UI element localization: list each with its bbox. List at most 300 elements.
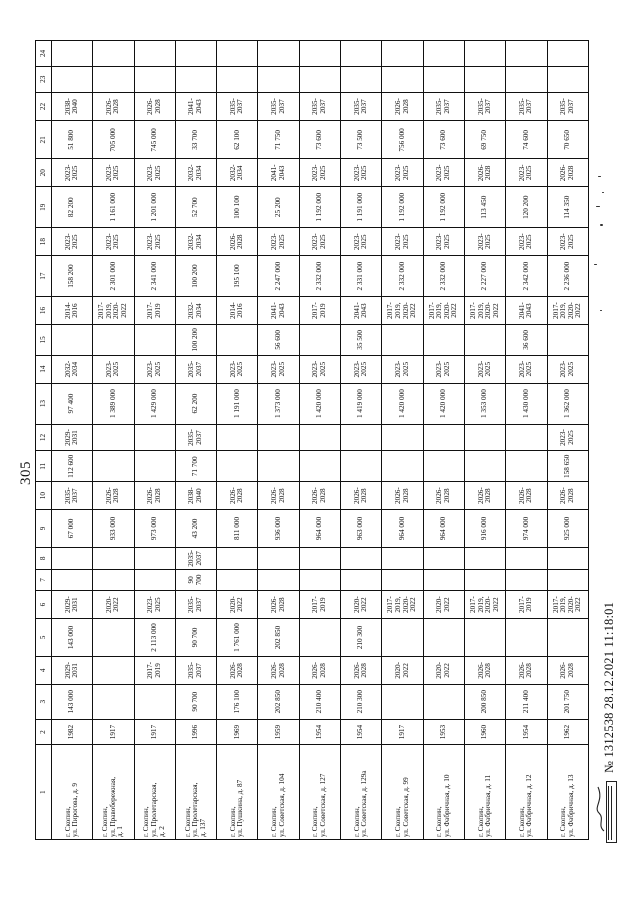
table-cell: 43 200 bbox=[175, 509, 216, 547]
column-number-13: 13 bbox=[36, 383, 52, 424]
table-cell: 2035- 2037 bbox=[506, 92, 547, 121]
table-cell: 2026- 2028 bbox=[423, 482, 464, 510]
table-cell: 2026- 2028 bbox=[547, 482, 588, 510]
table-row bbox=[93, 41, 134, 840]
table-cell bbox=[341, 548, 382, 570]
table-cell: 2026- 2028 bbox=[464, 159, 505, 187]
table-cell: 100 100 bbox=[217, 187, 258, 228]
table-cell: 2 301 000 bbox=[93, 256, 134, 297]
table-cell: 2023- 2025 bbox=[134, 159, 175, 187]
table-cell bbox=[134, 548, 175, 570]
registration-stamp: № 1312538 28.12.2021 11:18:01 bbox=[602, 601, 616, 773]
table-cell: 2017- 2019, 2020- 2022 bbox=[423, 297, 464, 325]
table-cell: 1917 bbox=[134, 719, 175, 745]
table-cell: 70 650 bbox=[547, 121, 588, 159]
column-number-3: 3 bbox=[36, 684, 52, 719]
table-cell bbox=[547, 548, 588, 570]
table-cell bbox=[382, 66, 423, 92]
table-cell: 756 000 bbox=[382, 121, 423, 159]
table-cell bbox=[93, 684, 134, 719]
table-cell bbox=[93, 618, 134, 656]
table-cell: 2035- 2037 bbox=[175, 424, 216, 451]
table-cell: 1 362 000 bbox=[547, 383, 588, 424]
table-cell bbox=[506, 424, 547, 451]
table-cell bbox=[341, 451, 382, 482]
table-cell: 2023- 2025 bbox=[382, 355, 423, 383]
table-cell: 2035- 2037 bbox=[175, 548, 216, 570]
table-row bbox=[299, 41, 340, 840]
table-cell: 1 389 000 bbox=[93, 383, 134, 424]
table-cell: 2020- 2022 bbox=[382, 657, 423, 685]
address-cell: г. Скопин, ул. Пушкина, д. 87 bbox=[217, 745, 258, 840]
table-cell bbox=[423, 684, 464, 719]
table-cell: 2032- 2034 bbox=[217, 159, 258, 187]
table-cell bbox=[341, 424, 382, 451]
table-cell: 73 600 bbox=[299, 121, 340, 159]
table-cell: 2029- 2031 bbox=[52, 591, 93, 619]
table-cell: 2023- 2025 bbox=[506, 159, 547, 187]
table-cell: 2023- 2025 bbox=[506, 355, 547, 383]
scan-artifact bbox=[600, 224, 603, 226]
table-cell: 143 000 bbox=[52, 618, 93, 656]
table-cell: 2023- 2025 bbox=[299, 228, 340, 256]
table-cell: 73 600 bbox=[423, 121, 464, 159]
table-cell: 74 600 bbox=[506, 121, 547, 159]
table-cell bbox=[93, 41, 134, 67]
table-cell bbox=[341, 569, 382, 591]
table-cell: 2035- 2037 bbox=[52, 482, 93, 510]
column-number-20: 20 bbox=[36, 159, 52, 187]
table-cell: 1917 bbox=[382, 719, 423, 745]
table-cell: 2017- 2019, 2020- 2022 bbox=[547, 297, 588, 325]
column-number-7: 7 bbox=[36, 569, 52, 591]
table-cell: 211 400 bbox=[506, 684, 547, 719]
table-cell: 1996 bbox=[175, 719, 216, 745]
table-cell: 916 000 bbox=[464, 509, 505, 547]
table-cell bbox=[52, 548, 93, 570]
table-cell: 1 419 000 bbox=[341, 383, 382, 424]
table-cell bbox=[506, 66, 547, 92]
table-cell: 2026- 2028 bbox=[134, 92, 175, 121]
table-cell bbox=[52, 569, 93, 591]
table-cell: 2 332 000 bbox=[382, 256, 423, 297]
table-cell: 56 600 bbox=[258, 324, 299, 355]
table-cell: 2023- 2025 bbox=[547, 355, 588, 383]
table-cell bbox=[217, 324, 258, 355]
table-body bbox=[52, 41, 589, 840]
table-cell: 2026- 2028 bbox=[134, 482, 175, 510]
table-cell: 143 000 bbox=[52, 684, 93, 719]
table-cell: 2023- 2025 bbox=[93, 228, 134, 256]
table-cell: 1 761 000 bbox=[217, 618, 258, 656]
column-number-1: 1 bbox=[36, 745, 52, 840]
table-cell: 2014- 2016 bbox=[217, 297, 258, 325]
table-cell: 2017- 2019 bbox=[299, 297, 340, 325]
table-cell: 973 000 bbox=[134, 509, 175, 547]
address-cell: г. Скопин, ул. Фабричная, д. 13 bbox=[547, 745, 588, 840]
address-cell: г. Скопин, ул. Советская, д. 104 bbox=[258, 745, 299, 840]
table-cell bbox=[506, 41, 547, 67]
table-cell: 2029- 2031 bbox=[52, 424, 93, 451]
table-cell: 90 700 bbox=[175, 618, 216, 656]
column-number-12: 12 bbox=[36, 424, 52, 451]
table-cell: 745 000 bbox=[134, 121, 175, 159]
table-cell: 2017- 2019, 2020- 2022 bbox=[464, 297, 505, 325]
column-number-18: 18 bbox=[36, 228, 52, 256]
table-cell: 2026- 2028 bbox=[217, 657, 258, 685]
table-cell: 2020- 2022 bbox=[423, 591, 464, 619]
table-cell: 2 342 000 bbox=[506, 256, 547, 297]
column-number-21: 21 bbox=[36, 121, 52, 159]
table-cell: 2035- 2037 bbox=[258, 92, 299, 121]
column-number-2: 2 bbox=[36, 719, 52, 745]
address-cell: г. Скопин, ул. Фабричная, д. 10 bbox=[423, 745, 464, 840]
table-cell: 2017- 2019, 2020- 2022 bbox=[382, 591, 423, 619]
table-cell: 2029- 2031 bbox=[52, 657, 93, 685]
table-cell: 1 420 000 bbox=[423, 383, 464, 424]
table-cell: 2035- 2037 bbox=[175, 591, 216, 619]
address-cell: г. Скопин, ул. Правобережная, д. 1 bbox=[93, 745, 134, 840]
table-cell bbox=[464, 66, 505, 92]
table-cell: 2023- 2025 bbox=[547, 228, 588, 256]
table-cell: 2035- 2037 bbox=[299, 92, 340, 121]
table-cell: 67 000 bbox=[52, 509, 93, 547]
table-cell: 2023- 2025 bbox=[258, 228, 299, 256]
table-cell bbox=[341, 66, 382, 92]
table-row bbox=[506, 41, 547, 840]
table-cell: 82 200 bbox=[52, 187, 93, 228]
table-cell: 964 000 bbox=[299, 509, 340, 547]
table-cell: 974 000 bbox=[506, 509, 547, 547]
table-cell bbox=[175, 41, 216, 67]
page-number: 305 bbox=[18, 461, 34, 485]
table-cell bbox=[506, 569, 547, 591]
table-cell bbox=[423, 324, 464, 355]
table-cell bbox=[217, 66, 258, 92]
table-row bbox=[217, 41, 258, 840]
table-cell: 1 191 000 bbox=[217, 383, 258, 424]
table-cell: 176 100 bbox=[217, 684, 258, 719]
column-number-17: 17 bbox=[36, 256, 52, 297]
table-cell: 62 100 bbox=[217, 121, 258, 159]
table-cell: 2017- 2019, 2020- 2022 bbox=[547, 591, 588, 619]
table-row bbox=[547, 41, 588, 840]
table-cell: 2041- 2043 bbox=[175, 92, 216, 121]
table-cell: 1 161 000 bbox=[93, 187, 134, 228]
table-cell: 2035- 2037 bbox=[341, 92, 382, 121]
table-cell: 2020- 2022 bbox=[423, 657, 464, 685]
table-cell: 2023- 2025 bbox=[217, 355, 258, 383]
table-cell bbox=[258, 548, 299, 570]
table-cell: 1 429 000 bbox=[134, 383, 175, 424]
table-cell: 2035- 2037 bbox=[175, 355, 216, 383]
scan-artifact bbox=[602, 192, 604, 193]
table-cell bbox=[134, 684, 175, 719]
table-row bbox=[382, 41, 423, 840]
table-cell: 2 227 000 bbox=[464, 256, 505, 297]
table-cell bbox=[464, 618, 505, 656]
table-cell: 2026- 2028 bbox=[341, 482, 382, 510]
scan-artifact bbox=[600, 310, 602, 311]
table-row bbox=[464, 41, 505, 840]
table-cell: 2026- 2028 bbox=[547, 159, 588, 187]
table-cell: 1953 bbox=[423, 719, 464, 745]
table-cell: 2023- 2025 bbox=[382, 159, 423, 187]
table-cell bbox=[258, 569, 299, 591]
table-cell bbox=[217, 548, 258, 570]
table-cell bbox=[93, 424, 134, 451]
table-cell bbox=[175, 66, 216, 92]
table-cell: 1 191 000 bbox=[341, 187, 382, 228]
table-cell: 2023- 2025 bbox=[464, 355, 505, 383]
table-cell: 2032- 2034 bbox=[52, 355, 93, 383]
table-cell: 2017- 2019 bbox=[134, 657, 175, 685]
table-cell bbox=[93, 657, 134, 685]
table-cell: 2026- 2028 bbox=[299, 657, 340, 685]
table-cell: 36 600 bbox=[506, 324, 547, 355]
table-cell bbox=[547, 41, 588, 67]
table-cell: 1960 bbox=[464, 719, 505, 745]
table-cell: 2035- 2037 bbox=[175, 657, 216, 685]
table-cell: 33 700 bbox=[175, 121, 216, 159]
table-cell: 2017- 2019 bbox=[299, 591, 340, 619]
address-cell: г. Скопин, ул. Пирогова, д. 9 bbox=[52, 745, 93, 840]
table-cell: 1 192 000 bbox=[423, 187, 464, 228]
scan-artifact bbox=[594, 264, 597, 265]
table-cell: 201 750 bbox=[547, 684, 588, 719]
table-cell: 2023- 2025 bbox=[134, 355, 175, 383]
table-cell: 113 450 bbox=[464, 187, 505, 228]
table-cell bbox=[464, 324, 505, 355]
table-cell: 2026- 2028 bbox=[217, 228, 258, 256]
table-cell: 2032- 2034 bbox=[175, 297, 216, 325]
table-cell: 2 341 000 bbox=[134, 256, 175, 297]
address-cell: г. Скопин, ул. Фабричная, д. 11 bbox=[464, 745, 505, 840]
table-cell: 1962 bbox=[547, 719, 588, 745]
table-cell bbox=[299, 324, 340, 355]
table-cell: 100 200 bbox=[175, 324, 216, 355]
column-number-6: 6 bbox=[36, 591, 52, 619]
table-cell: 2035- 2037 bbox=[217, 92, 258, 121]
table-cell bbox=[93, 451, 134, 482]
table-cell: 202 850 bbox=[258, 618, 299, 656]
table-cell bbox=[464, 424, 505, 451]
table-cell bbox=[217, 451, 258, 482]
table-cell: 2 113 000 bbox=[134, 618, 175, 656]
table-cell: 2041- 2043 bbox=[506, 297, 547, 325]
table-cell bbox=[382, 41, 423, 67]
table-cell: 2017- 2019, 2020- 2022 bbox=[464, 591, 505, 619]
table-cell: 2032- 2034 bbox=[175, 159, 216, 187]
table-cell: 200 850 bbox=[464, 684, 505, 719]
table-cell bbox=[464, 548, 505, 570]
table-cell bbox=[506, 548, 547, 570]
logo-lines bbox=[608, 786, 609, 840]
table-cell: 90 700 bbox=[175, 684, 216, 719]
table-cell: 2023- 2025 bbox=[52, 228, 93, 256]
table-cell: 2020- 2022 bbox=[217, 591, 258, 619]
table-cell: 120 200 bbox=[506, 187, 547, 228]
column-number-10: 10 bbox=[36, 482, 52, 510]
table-cell: 2 331 000 bbox=[341, 256, 382, 297]
column-number-5: 5 bbox=[36, 618, 52, 656]
table-cell bbox=[423, 569, 464, 591]
table-cell: 2023- 2025 bbox=[506, 228, 547, 256]
table-cell bbox=[423, 618, 464, 656]
table-cell: 933 000 bbox=[93, 509, 134, 547]
table-cell: 2023- 2025 bbox=[52, 159, 93, 187]
table-cell: 2038- 2040 bbox=[175, 482, 216, 510]
address-cell: г. Скопин, ул. Советская, д. 127 bbox=[299, 745, 340, 840]
table-cell: 158 650 bbox=[547, 451, 588, 482]
table-cell: 2023- 2025 bbox=[134, 228, 175, 256]
table-cell: 1 201 000 bbox=[134, 187, 175, 228]
address-cell: г. Скопин, ул. Пролетарская, д. 2 bbox=[134, 745, 175, 840]
table-cell bbox=[423, 66, 464, 92]
table-cell: 52 700 bbox=[175, 187, 216, 228]
table-cell: 1917 bbox=[93, 719, 134, 745]
table-cell: 2017- 2019, 2020- 2022 bbox=[93, 297, 134, 325]
table-cell: 2023- 2025 bbox=[134, 591, 175, 619]
table-cell: 2023- 2025 bbox=[382, 228, 423, 256]
table-cell: 2017- 2019 bbox=[134, 297, 175, 325]
table-cell bbox=[134, 451, 175, 482]
table-cell: 936 000 bbox=[258, 509, 299, 547]
table-cell bbox=[134, 569, 175, 591]
scan-artifact bbox=[596, 206, 600, 207]
table-cell bbox=[382, 569, 423, 591]
table-cell bbox=[341, 41, 382, 67]
table-cell bbox=[299, 424, 340, 451]
table-cell: 73 500 bbox=[341, 121, 382, 159]
table-row bbox=[134, 41, 175, 840]
table-cell: 2038- 2040 bbox=[52, 92, 93, 121]
table-cell bbox=[217, 41, 258, 67]
table-cell bbox=[299, 451, 340, 482]
table-cell: 2023- 2025 bbox=[93, 355, 134, 383]
table-cell: 112 600 bbox=[52, 451, 93, 482]
table-cell: 2023- 2025 bbox=[93, 159, 134, 187]
table-cell bbox=[258, 41, 299, 67]
table-cell: 2026- 2028 bbox=[506, 657, 547, 685]
table-cell: 71 700 bbox=[175, 451, 216, 482]
table-cell: 1982 bbox=[52, 719, 93, 745]
table-cell: 811 000 bbox=[217, 509, 258, 547]
table-cell bbox=[93, 569, 134, 591]
table-cell: 2023- 2025 bbox=[341, 228, 382, 256]
table-cell: 158 200 bbox=[52, 256, 93, 297]
table-cell: 2014- 2016 bbox=[52, 297, 93, 325]
table-cell bbox=[382, 548, 423, 570]
table-cell: 2023- 2025 bbox=[258, 355, 299, 383]
table-cell: 1 353 000 bbox=[464, 383, 505, 424]
column-number-8: 8 bbox=[36, 548, 52, 570]
table-cell bbox=[464, 569, 505, 591]
table-cell bbox=[258, 451, 299, 482]
table-cell: 2026- 2028 bbox=[464, 482, 505, 510]
table-cell bbox=[506, 618, 547, 656]
table-cell: 2023- 2025 bbox=[299, 159, 340, 187]
table-cell: 2026- 2028 bbox=[341, 657, 382, 685]
table-cell: 2020- 2022 bbox=[341, 591, 382, 619]
table-cell bbox=[134, 324, 175, 355]
table-cell: 90 700 bbox=[175, 569, 216, 591]
table-cell: 2023- 2025 bbox=[299, 355, 340, 383]
table-cell bbox=[299, 618, 340, 656]
table-cell: 2 247 000 bbox=[258, 256, 299, 297]
table-cell: 2 332 000 bbox=[423, 256, 464, 297]
table-cell: 2026- 2028 bbox=[464, 657, 505, 685]
table-cell: 2026- 2028 bbox=[93, 92, 134, 121]
table-cell: 963 000 bbox=[341, 509, 382, 547]
table-cell: 2041- 2043 bbox=[258, 159, 299, 187]
table-cell bbox=[423, 451, 464, 482]
table-cell: 1969 bbox=[217, 719, 258, 745]
column-number-15: 15 bbox=[36, 324, 52, 355]
address-cell: г. Скопин, ул. Пролетарская, д. 137 bbox=[175, 745, 216, 840]
table-cell bbox=[217, 569, 258, 591]
table-cell bbox=[299, 548, 340, 570]
column-number-9: 9 bbox=[36, 509, 52, 547]
table-cell: 1 192 000 bbox=[299, 187, 340, 228]
table-cell: 25 200 bbox=[258, 187, 299, 228]
table-cell: 1954 bbox=[506, 719, 547, 745]
scan-artifact bbox=[598, 176, 601, 177]
table-cell bbox=[258, 66, 299, 92]
table-cell: 2023- 2025 bbox=[423, 228, 464, 256]
table-cell bbox=[258, 424, 299, 451]
address-cell: г. Скопин, ул. Советская, д. 129а bbox=[341, 745, 382, 840]
table-cell: 2023- 2025 bbox=[341, 355, 382, 383]
table-cell: 35 500 bbox=[341, 324, 382, 355]
table-cell: 195 100 bbox=[217, 256, 258, 297]
table-cell: 2026- 2028 bbox=[258, 482, 299, 510]
table-cell: 925 000 bbox=[547, 509, 588, 547]
table-row bbox=[52, 41, 93, 840]
table-cell bbox=[134, 66, 175, 92]
repair-schedule-table bbox=[35, 40, 589, 840]
table-cell: 2026- 2028 bbox=[93, 482, 134, 510]
table-cell: 1 430 000 bbox=[506, 383, 547, 424]
table-cell: 705 000 bbox=[93, 121, 134, 159]
table-cell bbox=[93, 324, 134, 355]
table-cell: 97 400 bbox=[52, 383, 93, 424]
table-cell: 1959 bbox=[258, 719, 299, 745]
table-cell: 202 850 bbox=[258, 684, 299, 719]
column-number-16: 16 bbox=[36, 297, 52, 325]
table-cell bbox=[382, 424, 423, 451]
table-cell bbox=[134, 424, 175, 451]
table-cell bbox=[423, 41, 464, 67]
table-cell bbox=[382, 451, 423, 482]
table-cell: 2026- 2028 bbox=[382, 92, 423, 121]
table-cell: 2017- 2019 bbox=[506, 591, 547, 619]
table-cell: 210 400 bbox=[299, 684, 340, 719]
column-number-4: 4 bbox=[36, 657, 52, 685]
table-cell bbox=[93, 66, 134, 92]
table-cell bbox=[382, 618, 423, 656]
table-cell bbox=[134, 41, 175, 67]
table-cell: 51 800 bbox=[52, 121, 93, 159]
table-cell: 2017- 2019, 2020- 2022 bbox=[382, 297, 423, 325]
table-cell: 964 000 bbox=[382, 509, 423, 547]
table-row bbox=[341, 41, 382, 840]
table-cell: 2023- 2025 bbox=[341, 159, 382, 187]
table-cell: 2026- 2028 bbox=[382, 482, 423, 510]
column-number-19: 19 bbox=[36, 187, 52, 228]
table-cell bbox=[52, 324, 93, 355]
table-cell: 1 420 000 bbox=[299, 383, 340, 424]
